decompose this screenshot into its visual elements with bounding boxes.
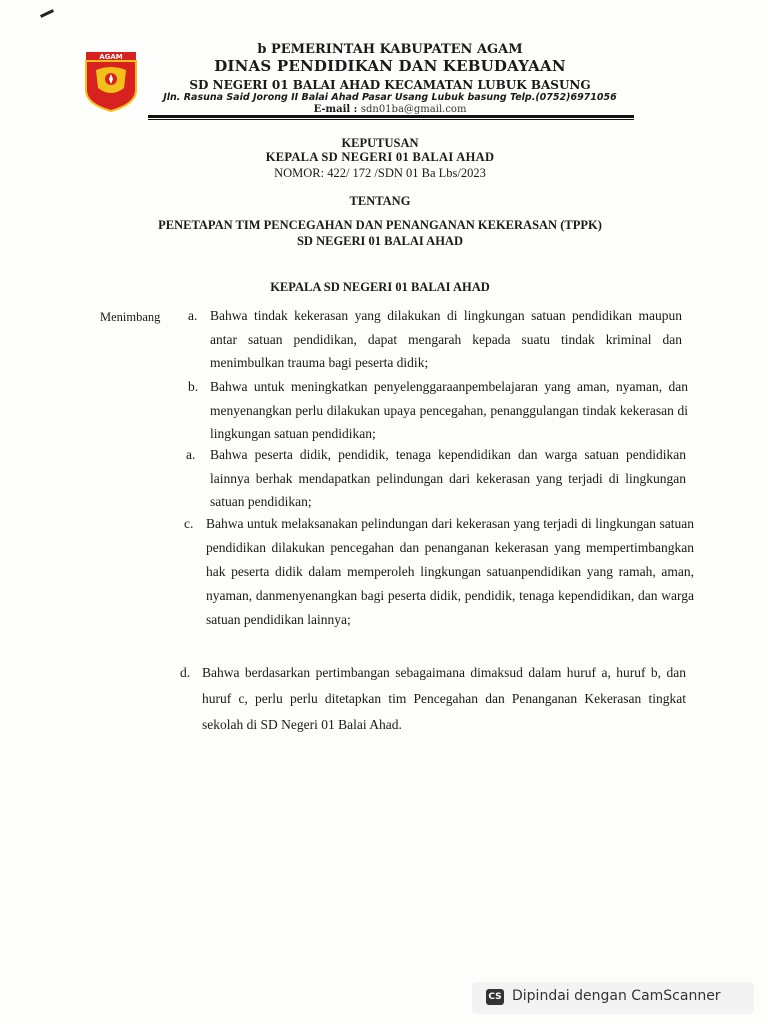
letterhead-email — [150, 104, 630, 115]
considerations-label: Menimbang — [100, 310, 161, 324]
consideration-item — [180, 660, 686, 738]
decree-number: NOMOR: 422/ 172 /SDN 01 Ba Lbs/2023 — [274, 166, 486, 180]
pen-mark — [40, 9, 54, 18]
decree-subject-line1: PENETAPAN TIM PENCEGAHAN DAN PENANGANAN KEKERASAN (TPPK) — [158, 218, 602, 232]
item-text: Bahwa berdasarkan pertimbangan sebagaimana dimaksud dalam huruf a, huruf b, dan huruf c, perlu perlu ditetapkan tim Pencegahan dan Penanganan Kekerasan tingkat sekolah di SD Negeri 01 Balai Ahad. — [202, 665, 686, 732]
consideration-item — [188, 304, 682, 375]
item-text: Bahwa peserta didik, pendidik, tenaga kependidikan dan warga satuan pendidikan lainnya berhak mendapatkan pelindungan dari kekerasan yang terjadi di lingkungan satuan pendidikan; — [210, 447, 686, 509]
item-letter: c. — [184, 516, 194, 531]
camscanner-watermark — [472, 982, 754, 1014]
letterhead-rule-thin — [148, 119, 634, 120]
letterhead-department: DINAS PENDIDIKAN DAN KEBUDAYAAN — [214, 57, 566, 75]
item-letter: a. — [186, 447, 196, 462]
item-letter: b. — [188, 379, 199, 394]
decree-subject-line2: SD NEGERI 01 BALAI AHAD — [296, 234, 463, 248]
consideration-item — [184, 512, 694, 632]
letterhead-school: SD NEGERI 01 BALAI AHAD KECAMATAN LUBUK BASUNG — [189, 78, 591, 92]
letterhead-address: Jln. Rasuna Said Jorong II Balai Ahad Pasar Usang Lubuk basung Telp.(0752)6971056 — [163, 92, 617, 103]
decree-about: TENTANG — [349, 194, 411, 208]
letterhead-rule-thick — [148, 115, 634, 118]
letterhead-government: b PEMERINTAH KABUPATEN AGAM — [257, 42, 523, 57]
item-letter: a. — [188, 308, 198, 323]
item-text: Bahwa untuk meningkatkan penyelenggaraanpembelajaran yang aman, nyaman, dan menyenangkan perlu dilakukan upaya pencegahan, penanggulangan tindak kekerasan di lingkungan satuan pendidikan; — [210, 379, 688, 441]
decree-title: KEPUTUSAN — [341, 136, 419, 150]
consideration-item — [188, 375, 688, 446]
consideration-item — [186, 443, 686, 514]
email-value: sdn01ba@gmail.com — [360, 104, 467, 115]
email-label: E-mail : — [313, 104, 361, 115]
agam-logo — [80, 52, 142, 112]
decree-issuer: KEPALA SD NEGERI 01 BALAI AHAD — [265, 150, 495, 164]
item-text: Bahwa tindak kekerasan yang dilakukan di lingkungan satuan pendidikan maupun antar satuan pendidikan, dapat mengarah kepada suatu tindak kriminal dan menimbulkan trauma bagi peserta didik; — [210, 308, 682, 370]
logo-text: AGAM — [99, 53, 123, 61]
camscanner-icon: CS — [486, 989, 504, 1005]
item-text: Bahwa untuk melaksanakan pelindungan dari kekerasan yang terjadi di lingkungan satuan pendidikan dilakukan pencegahan dan penanganan kekerasan yang mempertimbangkan hak peserta didik dalam memperoleh lingkungan satuanpendidikan yang ramah, aman, nyaman, danmenyenangkan bagi peserta didik, pendidik, tenaga kependidikan, dan warga satuan pendidikan lainnya; — [206, 516, 694, 627]
item-letter: d. — [180, 665, 191, 680]
camscanner-text: Dipindai dengan CamScanner — [512, 988, 721, 1004]
decree-issuer-repeat: KEPALA SD NEGERI 01 BALAI AHAD — [270, 280, 490, 294]
